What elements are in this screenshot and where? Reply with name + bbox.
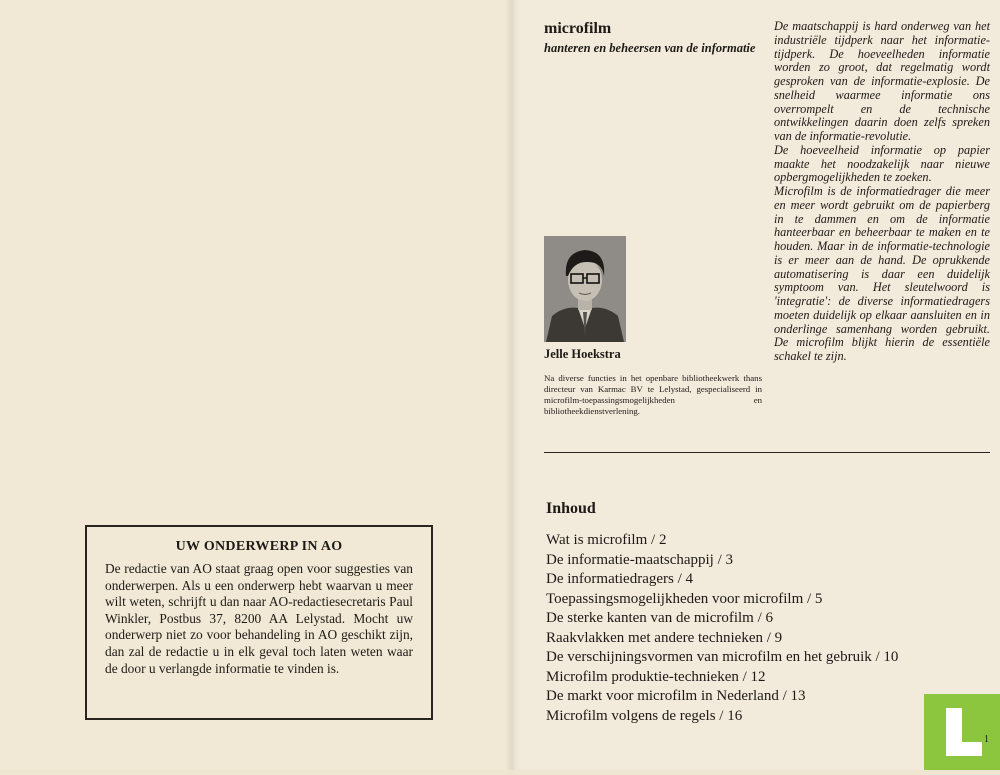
author-name: Jelle Hoekstra — [544, 347, 621, 361]
notice-box — [85, 525, 433, 720]
table-of-contents — [546, 531, 966, 726]
toc-item: Microfilm volgens de regels / 16 — [546, 707, 743, 724]
toc-heading: Inhoud — [546, 500, 596, 517]
author-portrait-image — [544, 236, 626, 342]
book-spine — [505, 0, 521, 770]
article-subtitle: hanteren en beheersen van de informatie — [544, 41, 756, 55]
toc-item: De verschijningsvormen van microfilm en het gebruik / 10 — [546, 649, 899, 665]
section-divider — [544, 452, 990, 453]
author-bio: Na diverse functies in het openbare bibliotheekwerk thans directeur van Karmac BV te Lelystad, gespecialiseerd in microfilm-toepassingsmogelijkheden en bibliotheekdienstverlening. — [544, 373, 762, 416]
toc-item: De informatie-maatschappij / 3 — [546, 551, 734, 568]
body-paragraph: De hoeveelheid informatie op papier maakte het noodzakelijk naar nieuwe opbergmogelijkheden te zoeken. — [774, 142, 990, 185]
toc-item: Microfilm produktie-technieken / 12 — [546, 668, 766, 685]
toc-item: Wat is microfilm / 2 — [546, 532, 667, 548]
toc-item: Raakvlakken met andere technieken / 9 — [546, 629, 783, 646]
toc-item: De sterke kanten van de microfilm / 6 — [546, 610, 774, 626]
toc-item: De informatiedragers / 4 — [546, 571, 694, 587]
toc-item: De markt voor microfilm in Nederland / 13 — [546, 688, 806, 704]
article-title: microfilm — [544, 20, 612, 37]
notice-title: UW ONDERWERP IN AO — [175, 539, 343, 554]
article-body — [774, 20, 990, 364]
notice-text: De redactie van AO staat graag open voor suggesties van onderwerpen. Als u een onderwerp hebt waarvan u meer wilt weten, schrijft u dan naar AO-redactiesecretaris Paul Winkler, Postbus 37, 8200 AA Lelystad. Mocht uw onderwerp niet zo voor behandeling in AO geschikt zijn, dan zal de redactie u in elk geval toch laten weten waar de door u verlangde informatie te vinden is. — [105, 561, 413, 676]
toc-item: Toepassingsmogelijkheden voor microfilm / 5 — [546, 590, 823, 607]
body-paragraph: Microfilm is de informatiedrager die meer en meer wordt gebruikt om de papierberg in te dammen en om de informatie hanteerbaar en beheerbaar te maken en te houden. Maar in de informatie-technologie is er meer aan de hand. De oprukkende automatisering is daar een duidelijk symptoom van. Het sleutelwoord is 'integratie': de diverse informatiedragers moeten duidelijk op elkaar aansluiten en in onderlinge samenhang worden gebruikt. De microfilm blijkt hierin de essentiële schakel te zijn. — [774, 184, 990, 363]
page-number: 1 — [984, 734, 989, 745]
watermark-l-icon — [924, 694, 1000, 770]
body-paragraph: De maatschappij is hard onderweg van het industriële tijdperk naar het informatie-tijdperk. De hoeveelheden informatie worden zo groot, dat regelmatig wordt gesproken van de informatie-explosie. De snelheid waarmee informatie ons overrompelt en de technische ontwikkelingen daarin doen zelfs spreken van de informatie-revolutie. — [774, 19, 990, 143]
author-photo — [544, 236, 626, 342]
watermark-logo — [924, 694, 1000, 770]
